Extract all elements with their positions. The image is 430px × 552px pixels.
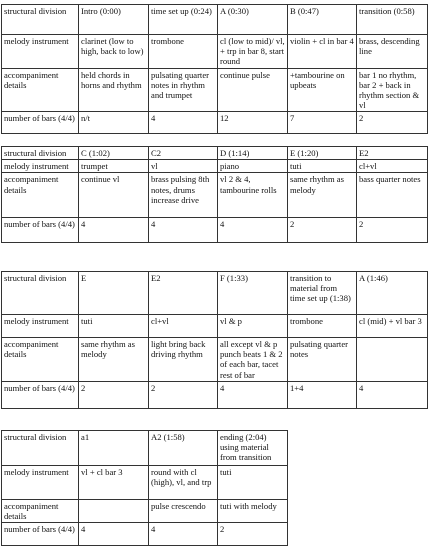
table-cell: tuti with melody bbox=[218, 500, 288, 523]
row-label: structural division bbox=[2, 272, 79, 315]
table-cell: vl 2 & 4, tambourine rolls bbox=[218, 173, 288, 218]
table-cell: D (1:14) bbox=[218, 147, 288, 160]
table-row bbox=[2, 68, 428, 112]
table-cell: transition (0:58) bbox=[357, 5, 428, 35]
table-cell: +tambourine on upbeats bbox=[288, 68, 357, 112]
form-table-4 bbox=[1, 430, 288, 546]
table-cell: F (1:33) bbox=[218, 272, 288, 315]
table-cell: A (1:46) bbox=[357, 272, 428, 315]
table-cell: Intro (0:00) bbox=[79, 5, 149, 35]
form-table-3 bbox=[1, 271, 428, 409]
table-row bbox=[2, 382, 428, 409]
row-label: melody instrument bbox=[2, 160, 79, 173]
table-cell: pulsating quarter notes in rhythm and trumpet bbox=[149, 68, 218, 112]
table-cell: same rhythm as melody bbox=[288, 173, 357, 218]
table-cell: E bbox=[79, 272, 149, 315]
table-cell: A (0:30) bbox=[218, 5, 288, 35]
table-cell: vl + cl bar 3 bbox=[79, 466, 149, 500]
row-label: accompaniment details bbox=[2, 500, 79, 523]
table-cell: transition to material from time set up (1:38) bbox=[288, 272, 357, 315]
table-cell: C (1:02) bbox=[79, 147, 149, 160]
table-cell: clarinet (low to high, back to low) bbox=[79, 35, 149, 69]
table-row bbox=[2, 338, 428, 382]
row-label: melody instrument bbox=[2, 315, 79, 338]
table-cell: 2 bbox=[218, 523, 288, 546]
row-label: melody instrument bbox=[2, 466, 79, 500]
table-cell: 4 bbox=[218, 218, 288, 243]
form-table-2 bbox=[1, 146, 428, 243]
table-cell: 4 bbox=[149, 112, 218, 134]
table-cell: E2 bbox=[149, 272, 218, 315]
table-row bbox=[2, 112, 428, 134]
table-cell: E (1:20) bbox=[288, 147, 357, 160]
table-cell: continue vl bbox=[79, 173, 149, 218]
table-cell: 2 bbox=[149, 382, 218, 409]
table-cell: cl (low to mid)/ vl, + trp in bar 8, start round bbox=[218, 35, 288, 69]
table-cell: a1 bbox=[79, 431, 149, 466]
table-cell: cl+vl bbox=[149, 315, 218, 338]
table-cell: cl+vl bbox=[357, 160, 428, 173]
row-label: structural division bbox=[2, 147, 79, 160]
table-cell: 1+4 bbox=[288, 382, 357, 409]
table-cell: 7 bbox=[288, 112, 357, 134]
table-cell: cl (mid) + vl bar 3 bbox=[357, 315, 428, 338]
table-row bbox=[2, 160, 428, 173]
table-cell: 2 bbox=[357, 112, 428, 134]
table-cell: 2 bbox=[288, 218, 357, 243]
row-label: accompaniment details bbox=[2, 68, 79, 112]
table-row bbox=[2, 500, 288, 523]
table-cell: time set up (0:24) bbox=[149, 5, 218, 35]
table-cell: violin + cl in bar 4 bbox=[288, 35, 357, 69]
table-cell: same rhythm as melody bbox=[79, 338, 149, 382]
table-cell: tuti bbox=[288, 160, 357, 173]
table-cell: 4 bbox=[79, 523, 149, 546]
row-label: structural division bbox=[2, 431, 79, 466]
table-cell: all except vl & p punch beats 1 & 2 of each bar, tacet rest of bar bbox=[218, 338, 288, 382]
table-cell: 4 bbox=[149, 523, 218, 546]
table-cell: 4 bbox=[218, 382, 288, 409]
row-label: number of bars (4/4) bbox=[2, 523, 79, 546]
row-label: structural division bbox=[2, 5, 79, 35]
table-cell: trombone bbox=[149, 35, 218, 69]
table-cell: continue pulse bbox=[218, 68, 288, 112]
row-label: accompaniment details bbox=[2, 338, 79, 382]
row-label: melody instrument bbox=[2, 35, 79, 69]
table-row bbox=[2, 5, 428, 35]
table-row bbox=[2, 523, 288, 546]
table-cell: 4 bbox=[149, 218, 218, 243]
table-cell: held chords in horns and rhythm bbox=[79, 68, 149, 112]
row-label: accompaniment details bbox=[2, 173, 79, 218]
table-cell bbox=[357, 338, 428, 382]
table-cell: bass quarter notes bbox=[357, 173, 428, 218]
table-row bbox=[2, 272, 428, 315]
table-row bbox=[2, 466, 288, 500]
table-cell: piano bbox=[218, 160, 288, 173]
table-row bbox=[2, 315, 428, 338]
table-cell: C2 bbox=[149, 147, 218, 160]
table-cell: pulsating quarter notes bbox=[288, 338, 357, 382]
table-cell: pulse crescendo bbox=[149, 500, 218, 523]
table-row bbox=[2, 173, 428, 218]
table-row bbox=[2, 147, 428, 160]
table-cell: tuti bbox=[218, 466, 288, 500]
table-cell: round with cl (high), vl, and trp bbox=[149, 466, 218, 500]
table-cell bbox=[79, 500, 149, 523]
row-label: number of bars (4/4) bbox=[2, 218, 79, 243]
table-cell: E2 bbox=[357, 147, 428, 160]
row-label: number of bars (4/4) bbox=[2, 112, 79, 134]
table-cell: tuti bbox=[79, 315, 149, 338]
table-cell: ending (2:04) using material from transition bbox=[218, 431, 288, 466]
table-cell: 4 bbox=[79, 218, 149, 243]
table-cell: 4 bbox=[357, 382, 428, 409]
table-row bbox=[2, 218, 428, 243]
table-cell: trombone bbox=[288, 315, 357, 338]
row-label: number of bars (4/4) bbox=[2, 382, 79, 409]
table-cell: vl & p bbox=[218, 315, 288, 338]
table-cell: A2 (1:58) bbox=[149, 431, 218, 466]
table-cell: trumpet bbox=[79, 160, 149, 173]
table-cell: n/t bbox=[79, 112, 149, 134]
table-row bbox=[2, 35, 428, 69]
table-row bbox=[2, 431, 288, 466]
table-cell: brass, descending line bbox=[357, 35, 428, 69]
table-cell: bar 1 no rhythm, bar 2 + back in rhythm section & vl bbox=[357, 68, 428, 112]
table-cell: 2 bbox=[79, 382, 149, 409]
table-cell: 2 bbox=[357, 218, 428, 243]
table-cell: brass pulsing 8th notes, drums increase drive bbox=[149, 173, 218, 218]
table-cell: light bring back driving rhythm bbox=[149, 338, 218, 382]
table-cell: vl bbox=[149, 160, 218, 173]
table-cell: 12 bbox=[218, 112, 288, 134]
form-table-1 bbox=[1, 4, 428, 134]
table-cell: B (0:47) bbox=[288, 5, 357, 35]
